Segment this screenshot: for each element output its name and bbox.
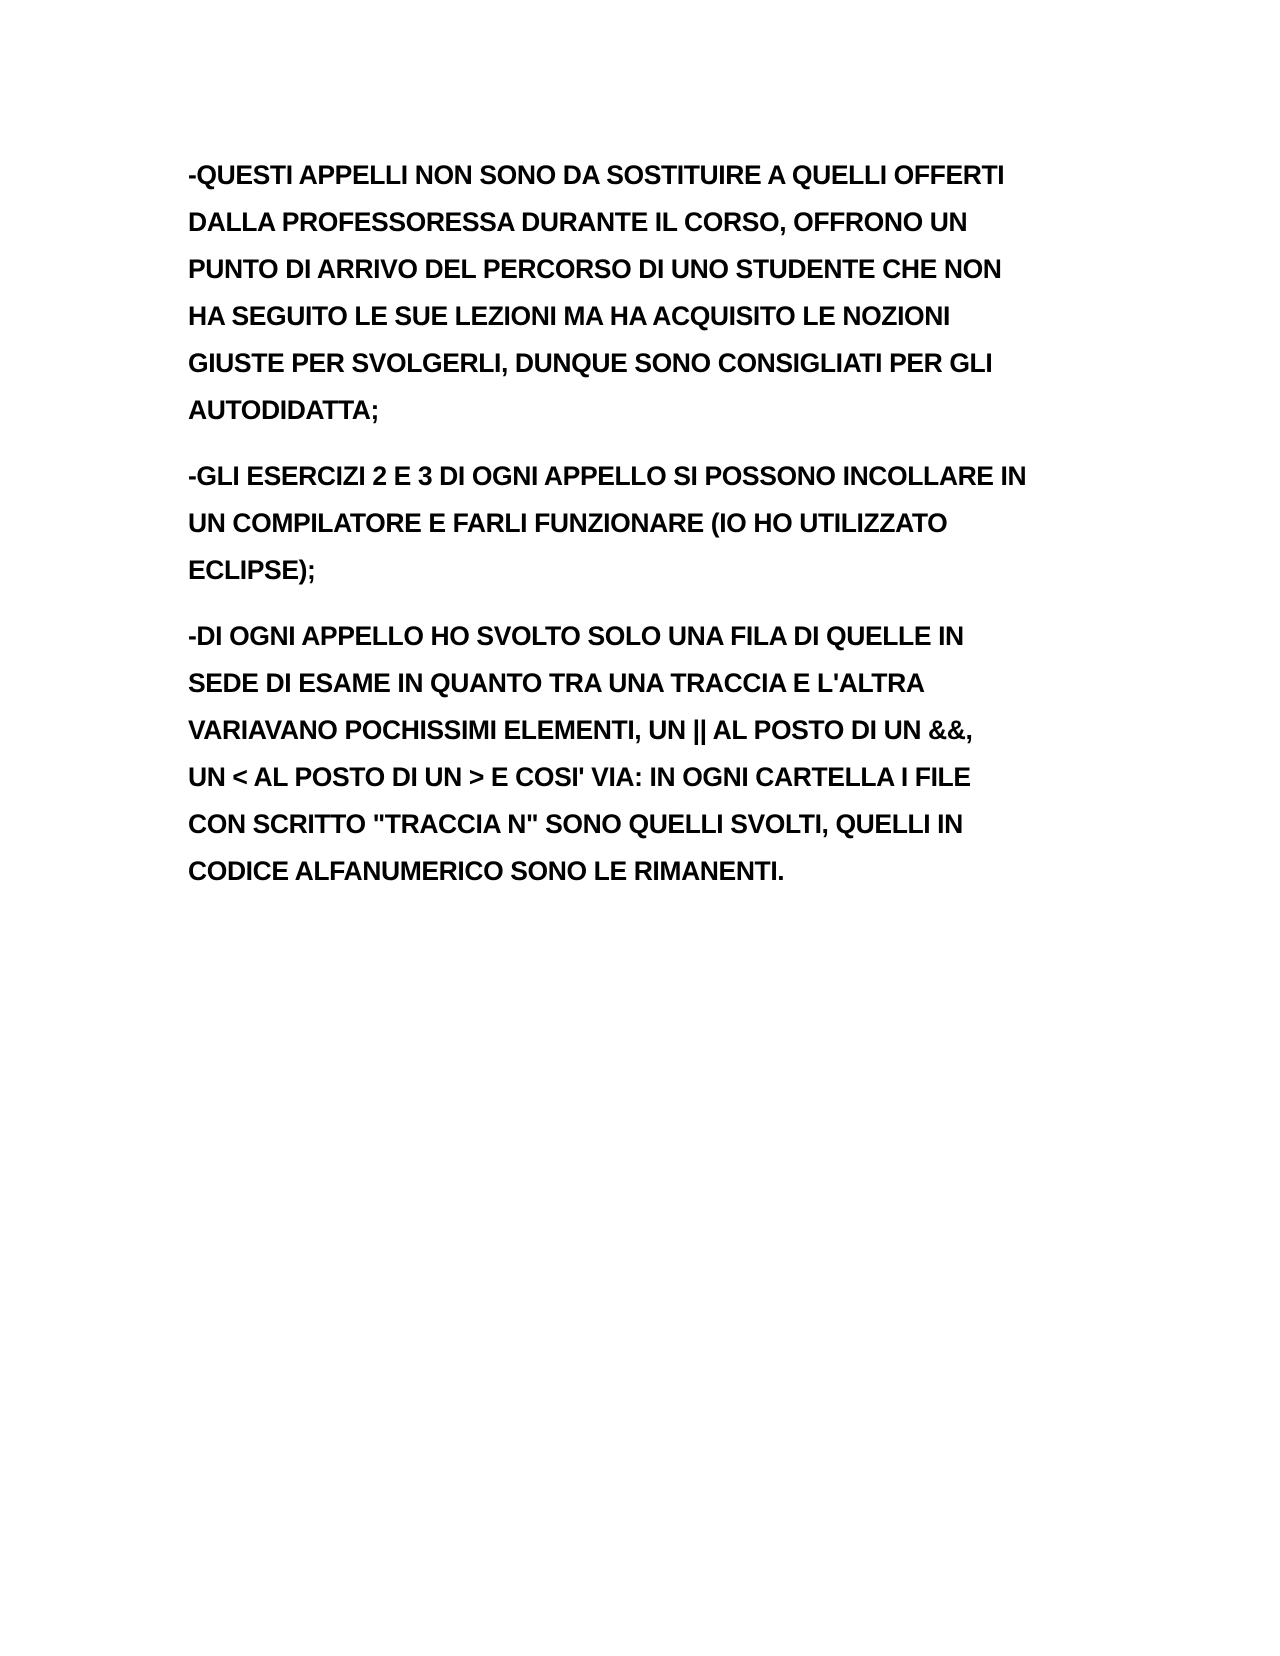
text-line: VARIAVANO POCHISSIMI ELEMENTI, UN || AL POSTO DI UN &&, — [188, 715, 973, 745]
document-body — [188, 152, 1088, 914]
text-line: SEDE DI ESAME IN QUANTO TRA UNA TRACCIA E L'ALTRA — [188, 668, 925, 698]
text-line: ECLIPSE); — [188, 555, 316, 585]
text-line: UN COMPILATORE E FARLI FUNZIONARE (IO HO UTILIZZATO — [188, 508, 948, 538]
text-line: -DI OGNI APPELLO HO SVOLTO SOLO UNA FILA DI QUELLE IN — [188, 621, 964, 651]
text-line: PUNTO DI ARRIVO DEL PERCORSO DI UNO STUDENTE CHE NON — [188, 254, 1002, 284]
paragraph-traces-info — [188, 613, 1088, 895]
paragraph-exercises-compiler — [188, 453, 1088, 594]
text-line: GIUSTE PER SVOLGERLI, DUNQUE SONO CONSIGLIATI PER GLI — [188, 348, 993, 378]
text-line: CON SCRITTO "TRACCIA N" SONO QUELLI SVOLTI, QUELLI IN — [188, 809, 963, 839]
text-line: AUTODIDATTA; — [188, 395, 379, 425]
text-line: DALLA PROFESSORESSA DURANTE IL CORSO, OFFRONO UN — [188, 207, 968, 237]
text-line: -GLI ESERCIZI 2 E 3 DI OGNI APPELLO SI POSSONO INCOLLARE IN — [188, 461, 1027, 491]
text-line: CODICE ALFANUMERICO SONO LE RIMANENTI. — [188, 856, 785, 886]
text-line: UN < AL POSTO DI UN > E COSI' VIA: IN OGNI CARTELLA I FILE — [188, 762, 971, 792]
paragraph-exam-purpose — [188, 152, 1088, 434]
text-line: HA SEGUITO LE SUE LEZIONI MA HA ACQUISITO LE NOZIONI — [188, 301, 950, 331]
text-line: -QUESTI APPELLI NON SONO DA SOSTITUIRE A QUELLI OFFERTI — [188, 160, 1005, 190]
